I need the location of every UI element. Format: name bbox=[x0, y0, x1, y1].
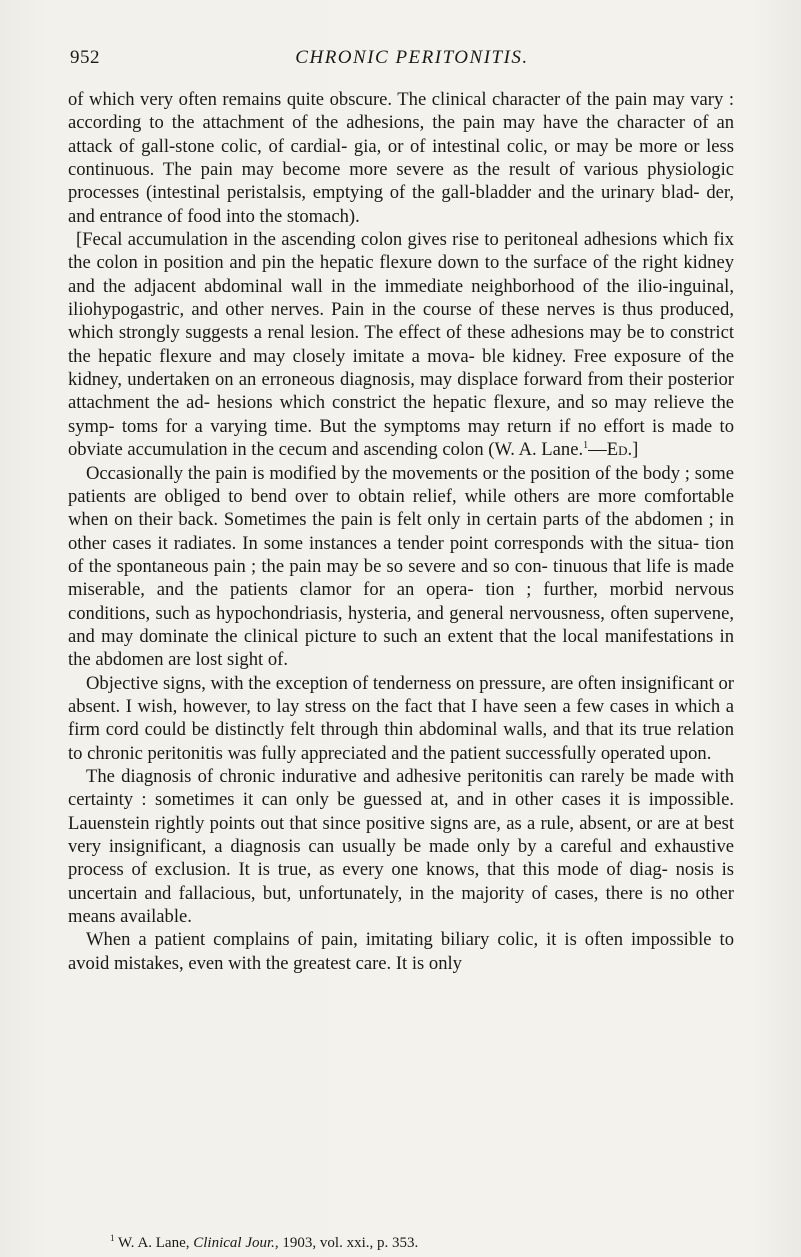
paragraph-2-editorial bbox=[68, 228, 734, 461]
body-text bbox=[68, 88, 734, 975]
footnote-mark: 1 bbox=[110, 1233, 115, 1243]
paragraph-3: Occasionally the pain is modified by the movements or the position of the body ; some patients are obliged to bend over to obtain relief, while others are more comfortable when on their back. Sometimes the pain is felt only in certain parts of the abdomen ; in other cases it radiates. In some instances a tender point corresponds with the situa- tion of the spontaneous pain ; the pain may be so severe and so con- tinuous that life is made miserable, and the patients clamor for an opera- tion ; further, morbid nervous conditions, such as hypochondriasis, hysteria, and general nervousness, often supervene, and may dominate the clinical picture to such an extent that the local manifestations in the abdomen are lost sight of. bbox=[68, 462, 734, 671]
editor-note: —Ed.] bbox=[588, 439, 639, 461]
footnote-journal: Clinical Jour., bbox=[193, 1235, 279, 1251]
paragraph-5: The diagnosis of chronic indurative and adhesive peritonitis can rarely be made with certainty : sometimes it can only be guessed at, and in other cases it is impossible. Lauenstein rightly points out that since positive signs are, as a rule, absent, or are at best very insignificant, a diagnosis can usually be made only by a careful and exhaustive process of exclusion. It is true, as every one knows, that this mode of diag- nosis is uncertain and fallacious, but, unfortunately, in the majority of cases, there is no other means available. bbox=[68, 765, 734, 928]
footnote-ref: 1 bbox=[583, 439, 589, 451]
paragraph-4: Objective signs, with the exception of tenderness on pressure, are often insignificant or absent. I wish, however, to lay stress on the fact that I have seen a few cases in which a firm cord could be distinctly felt through thin abdominal walls, and that its true relation to chronic peritonitis was fully appreciated and the patient successfully operated upon. bbox=[68, 672, 734, 764]
page-number: 952 bbox=[70, 47, 100, 68]
page-header bbox=[70, 47, 734, 73]
footnote-citation: 1903, vol. xxi., p. 353. bbox=[282, 1235, 419, 1251]
footnote bbox=[110, 1229, 734, 1252]
paragraph-6: When a patient complains of pain, imitating biliary colic, it is often impossible to avoid mistakes, even with the greatest care. It is only bbox=[68, 929, 734, 974]
footnote-author: W. A. Lane, bbox=[117, 1235, 190, 1251]
paragraph-1: of which very often remains quite obscure. The clinical character of the pain may vary : according to the attachment of the adhesions, the pain may have the character of an attack of gall-stone colic, of cardial- gia, or of intestinal colic, or may be more or less continuous. The pain may become more severe as the result of various physiologic processes (intestinal peristalsis, emptying of the gall-bladder and the urinary blad- der, and entrance of food into the stomach). bbox=[68, 89, 734, 227]
running-title: CHRONIC PERITONITIS. bbox=[295, 47, 529, 68]
paragraph-2-text: [Fecal accumulation in the ascending colon gives rise to peritoneal adhesions which fix the colon in position and pin the hepatic flexure down to the surface of the right kidney and the adjacent abdominal wall in the immediate neighborhood of the ilio-inguinal, iliohypogastric, and other nerves. Pain in the course of these nerves is thus produced, which strongly suggests a renal lesion. The effect of these adhesions may be to constrict the hepatic flexure and may closely imitate a mova- ble kidney. Free exposure of the kidney, undertaken on an erroneous diagnosis, may displace forward from their posterior attachment the ad- hesions which constrict the hepatic flexure, and so may relieve the symp- toms for a varying time. But the symptoms may return if no effort is made to obviate accumulation in the cecum and ascending colon (W. A. Lane. bbox=[68, 229, 734, 461]
